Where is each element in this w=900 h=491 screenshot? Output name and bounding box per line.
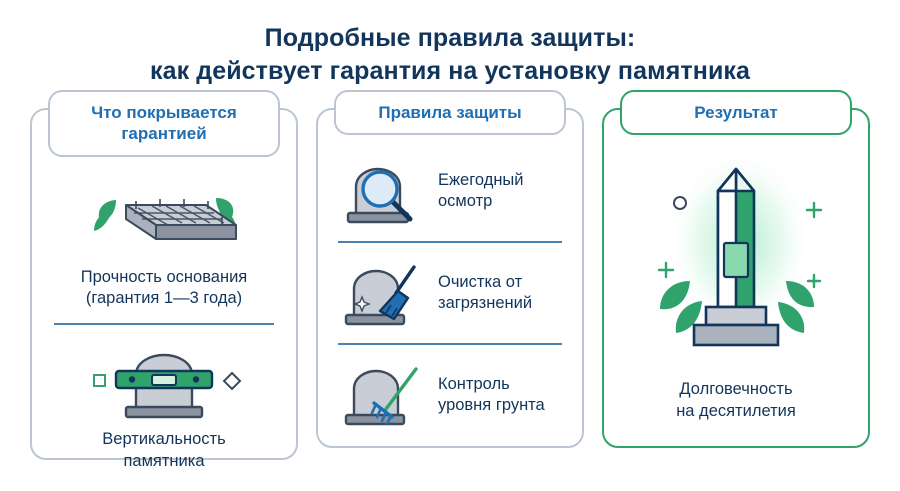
coverage-divider	[54, 323, 274, 325]
rules-inspection-caption-line-2: осмотр	[438, 192, 493, 211]
page-title-line-1: Подробные правила защиты:	[264, 24, 636, 52]
page-title	[0, 0, 900, 88]
level-tool-icon	[46, 345, 282, 421]
card-coverage	[30, 103, 298, 470]
card-rules-heading: Правила защиты	[334, 90, 566, 135]
card-result-heading: Результат	[620, 90, 852, 135]
coverage-verticality-caption-line-2: памятника	[123, 451, 205, 470]
coverage-verticality-caption-line-1: Вертикальность	[102, 430, 226, 449]
rules-ground-caption-line-2: уровня грунта	[438, 396, 545, 415]
rules-inspection-caption	[438, 170, 524, 212]
coverage-item-verticality	[46, 339, 282, 472]
rules-divider-2	[338, 343, 562, 345]
coverage-item-foundation	[46, 167, 282, 310]
broom-gravestone-icon	[334, 255, 426, 331]
rules-inspection-caption-line-1: Ежегодный	[438, 171, 524, 190]
card-result-body	[604, 145, 868, 423]
rules-cleaning-caption	[438, 272, 532, 314]
result-caption-line-2: на десятилетия	[676, 402, 796, 421]
coverage-foundation-caption	[46, 267, 282, 310]
rules-item-cleaning	[332, 247, 568, 339]
columns-container	[30, 103, 870, 470]
card-rules	[316, 103, 584, 448]
rules-item-inspection	[332, 145, 568, 237]
coverage-foundation-caption-line-1: Прочность основания	[80, 267, 248, 286]
rules-divider-1	[338, 241, 562, 243]
card-coverage-heading: Что покрывается гарантией	[48, 90, 280, 157]
card-coverage-body	[32, 167, 296, 473]
foundation-slab-icon	[46, 173, 282, 259]
result-caption-line-1: Долговечность	[679, 380, 793, 399]
coverage-foundation-caption-line-2: (гарантия 1—3 года)	[85, 288, 243, 307]
rules-ground-caption	[438, 374, 545, 416]
magnifier-gravestone-icon	[334, 153, 426, 229]
card-result	[602, 103, 870, 448]
rules-cleaning-caption-line-1: Очистка от	[438, 273, 523, 292]
rules-item-ground	[332, 349, 568, 441]
coverage-verticality-caption	[46, 429, 282, 472]
shining-monument-icon	[618, 147, 854, 373]
result-caption	[618, 379, 854, 423]
page-title-line-2: как действует гарантия на установку памятника	[149, 57, 751, 85]
rules-cleaning-caption-line-2: загрязнений	[438, 294, 533, 313]
rules-ground-caption-line-1: Контроль	[438, 375, 510, 394]
rake-gravestone-icon	[334, 357, 426, 433]
card-rules-body	[318, 145, 582, 441]
